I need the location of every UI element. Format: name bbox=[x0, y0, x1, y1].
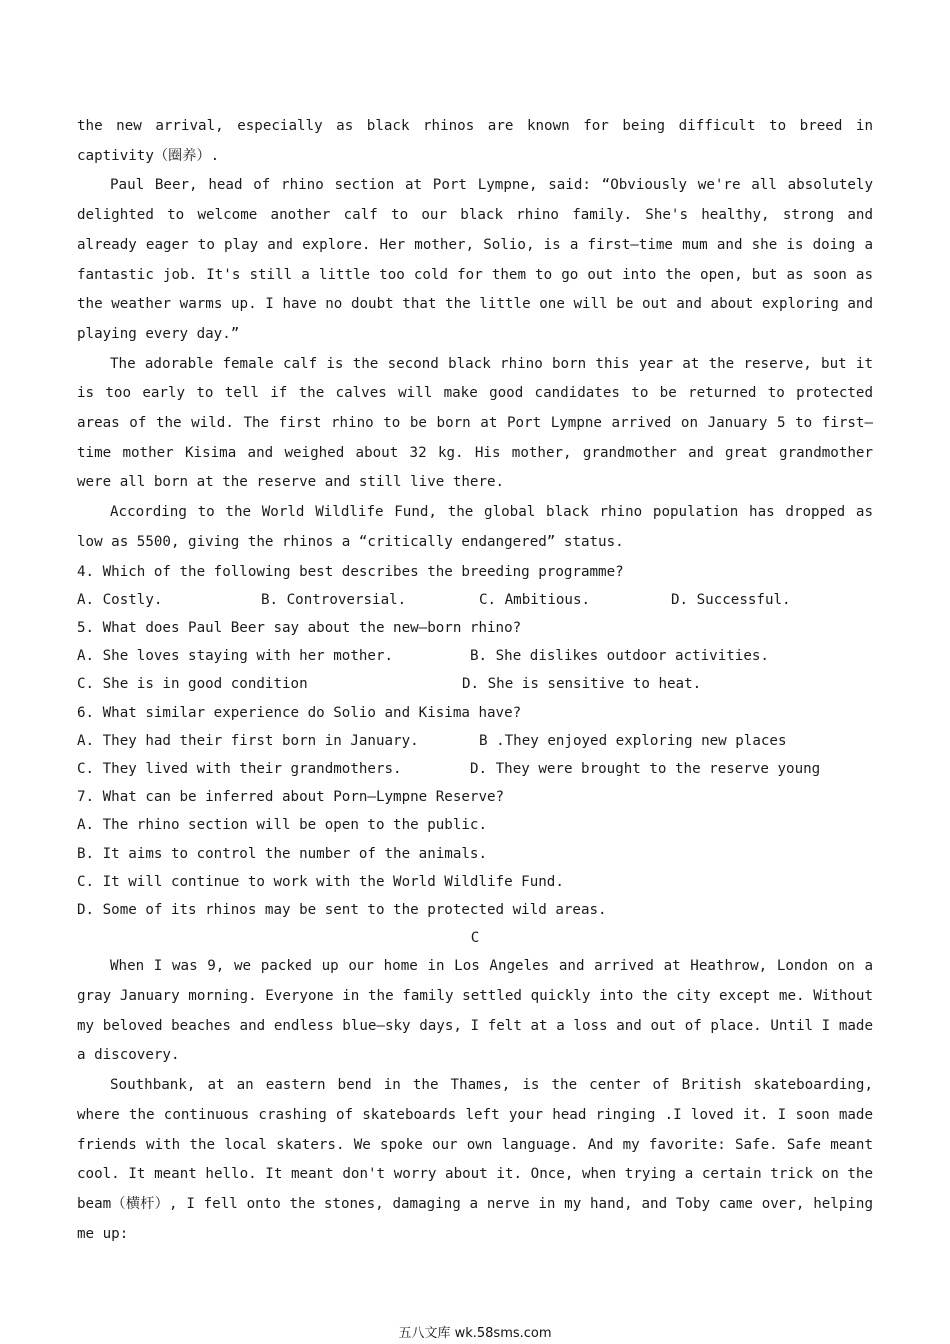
question-6-option-c: C. They lived with their grandmothers. bbox=[77, 760, 402, 777]
question-4-options bbox=[77, 586, 873, 614]
question-4-option-a: A. Costly. bbox=[77, 591, 163, 608]
passage-b-paragraph-3: The adorable female calf is the second black rhino born this year at the reserve, but it is too early to tell if the calves will make good candidates to be returned to protected areas of the wild. The first rhino to be born at Port Lympne arrived on January 5 to first—time mother Kisima and weighed about 32 kg. His mother, grandmother and great grandmother were all born at the reserve and still live there. bbox=[77, 355, 873, 491]
question-4-option-d: D. Successful. bbox=[671, 591, 791, 608]
question-6-options-row-1 bbox=[77, 727, 873, 755]
passage-b-paragraph-1: the new arrival, especially as black rhinos are known for being difficult to breed in captivity（圈养）. bbox=[77, 118, 873, 164]
question-4-option-b: B. Controversial. bbox=[261, 591, 407, 608]
footer-watermark: 五八文库 wk.58sms.com bbox=[398, 1326, 552, 1341]
question-5-option-c: C. She is in good condition bbox=[77, 676, 308, 693]
question-6-option-b: B .They enjoyed exploring new places bbox=[479, 732, 787, 749]
question-7-option-a: A. The rhino section will be open to the public. bbox=[77, 817, 487, 834]
question-6-option-d: D. They were brought to the reserve young bbox=[470, 760, 821, 777]
question-7-option-c: C. It will continue to work with the World Wildlife Fund. bbox=[77, 873, 564, 890]
document-page bbox=[77, 112, 873, 1249]
passage-c-paragraph-1: When I was 9, we packed up our home in Los Angeles and arrived at Heathrow, London on a gray January morning. Everyone in the family settled quickly into the city except me. Without my beloved beaches and endless blue—sky days, I felt at a loss and out of place. Until I made a discovery. bbox=[77, 958, 873, 1064]
question-6-stem: 6. What similar experience do Solio and Kisima have? bbox=[77, 704, 522, 721]
question-4-option-c: C. Ambitious. bbox=[479, 591, 591, 608]
question-5-option-b: B. She dislikes outdoor activities. bbox=[470, 648, 769, 665]
question-4-stem: 4. Which of the following best describes the breeding programme? bbox=[77, 563, 624, 580]
question-6-option-a: A. They had their first born in January. bbox=[77, 732, 419, 749]
question-5-options-row-1 bbox=[77, 642, 873, 670]
question-5-stem: 5. What does Paul Beer say about the new—born rhino? bbox=[77, 619, 522, 636]
question-6-options-row-2 bbox=[77, 755, 873, 783]
passage-b-paragraph-2: Paul Beer, head of rhino section at Port Lympne, said: “Obviously we're all absolutely delighted to welcome another calf to our black rhino family. She's healthy, strong and already eager to play and explore. Her mother, Solio, is a first—time mum and she is doing a fantastic job. It's still a little too cold for them to go out into the open, but as soon as the weather warms up. I have no doubt that the little one will be out and about exploring and playing every day.” bbox=[77, 177, 873, 342]
question-5-options-row-2 bbox=[77, 670, 873, 698]
question-5-option-a: A. She loves staying with her mother. bbox=[77, 648, 394, 665]
question-5-option-d: D. She is sensitive to heat. bbox=[462, 676, 702, 693]
question-7-option-d: D. Some of its rhinos may be sent to the protected wild areas. bbox=[77, 901, 607, 918]
question-7-option-b: B. It aims to control the number of the animals. bbox=[77, 845, 487, 862]
question-7-stem: 7. What can be inferred about Porn—Lympne Reserve? bbox=[77, 789, 505, 806]
passage-b-paragraph-4: According to the World Wildlife Fund, the global black rhino population has dropped as low as 5500, giving the rhinos a “critically endangered” status. bbox=[77, 504, 873, 550]
section-c-heading: C bbox=[470, 930, 480, 947]
passage-c-paragraph-2: Southbank, at an eastern bend in the Thames, is the center of British skateboarding, where the continuous crashing of skateboards left your head ringing .I loved it. I soon made friends with the local skaters. We spoke our own language. And my favorite: Safe. Safe meant cool. It meant hello. It meant don't worry about it. Once, when trying a certain trick on the beam（横杆）, I fell onto the stones, damaging a nerve in my hand, and Toby came over, helping me up: bbox=[77, 1077, 873, 1242]
